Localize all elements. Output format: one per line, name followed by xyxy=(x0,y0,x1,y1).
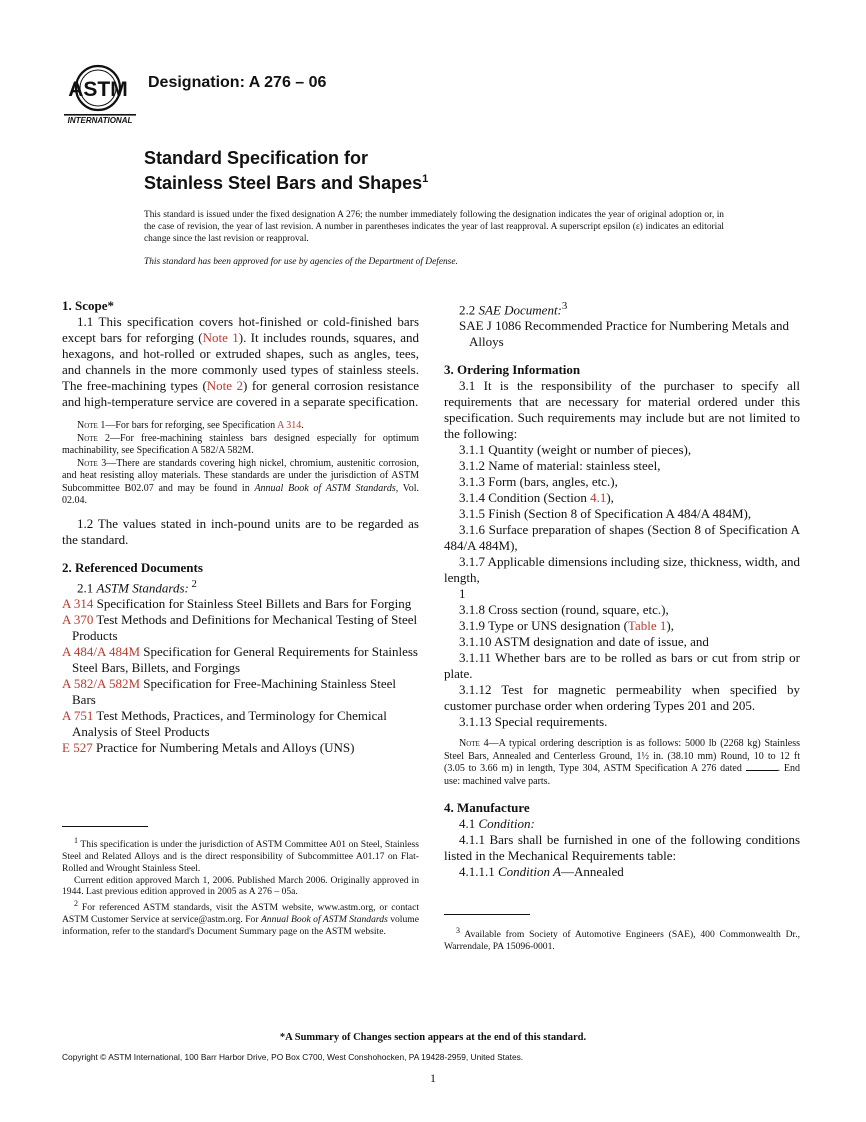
footnote-3-mark: 3 xyxy=(456,926,460,935)
note-3-text: —There are standards covering high nickel, chromium, austenitic corrosion, and heat resisting alloy materials. These standards are under the jurisdiction of ASTM Subcommittee B02.07 and may be found in xyxy=(62,457,419,494)
summary-of-changes: *A Summary of Changes section appears at the end of this standard. xyxy=(279,1032,587,1043)
date-blank xyxy=(746,770,778,771)
reference-item xyxy=(62,612,419,644)
footnote-1-text: This specification is under the jurisdiction of ASTM Committee A01 on Steel, Stainless Steel and Related Alloys and is the direct responsibility of Subcommittee A01.17 on Flat-Rolled and Wrought Stainless Steel. xyxy=(62,839,419,874)
left-footnotes xyxy=(62,826,419,938)
logo-subtext: INTERNATIONAL xyxy=(67,116,133,124)
reference-code-link[interactable]: A 314 xyxy=(62,595,94,611)
stray-number: 1 xyxy=(459,586,466,602)
reference-item xyxy=(62,596,419,612)
note-3 xyxy=(62,458,419,508)
title-line-1: Standard Specification for xyxy=(144,148,369,168)
designation: Designation: A 276 – 06 xyxy=(148,74,327,91)
note-2-text: —For free-machining stainless bars designed especially for optimum machinability, see Specification A 582/A 582M. xyxy=(62,432,419,456)
reference-title: Practice for Numbering Metals and Alloys (UNS) xyxy=(92,739,355,755)
footnote-1-mark: 1 xyxy=(74,836,78,845)
footnote-rule-right xyxy=(444,914,530,915)
ordering-item-9 xyxy=(444,618,800,634)
note-4-end: . End use: machined valve parts. xyxy=(444,763,801,787)
note-2-label: Note 2 xyxy=(77,432,110,444)
ordering-item-4-end: ), xyxy=(606,490,614,506)
scope-paragraph-1 xyxy=(62,314,419,410)
note-4-text: —A typical ordering description is as follows: 5000 lb (2268 kg) Stainless Steel Bars, Annealed and Centerless Ground, 1½ in. (38.10 mm) Round, 10 to 12 ft (3.05 to 3.66 m) in length, Type 304, ASTM Specification A 276 dated xyxy=(444,738,800,775)
footnote-3-para xyxy=(444,925,800,953)
astm-logo-graphic xyxy=(62,64,138,124)
ordering-item-12: 3.1.12 Test for magnetic permeability when specified by customer purchase order when ordering Types 201 and 205. xyxy=(444,682,800,714)
section-ordering-heading: 3. Ordering Information xyxy=(444,362,581,378)
page-number: 1 xyxy=(430,1071,436,1085)
reference-title: Test Methods and Definitions for Mechanical Testing of Steel Products xyxy=(72,611,418,643)
ordering-item-4 xyxy=(444,490,800,506)
footnote-2-mark: 2 xyxy=(74,899,78,909)
title-footnote-ref: 1 xyxy=(422,173,429,185)
ordering-p1: 3.1 It is the responsibility of the purchaser to specify all requirements that are necessary for material ordered under this specification. Such requirements may include but are not limited to the following: xyxy=(444,378,800,442)
table-1-link[interactable]: Table 1 xyxy=(627,618,667,634)
reference-code-link[interactable]: E 527 xyxy=(62,739,93,755)
ordering-item-13: 3.1.13 Special requirements. xyxy=(459,714,608,730)
sae-document-label xyxy=(444,298,800,318)
document-title xyxy=(144,148,428,194)
ordering-item-7: 3.1.7 Applicable dimensions including size, thickness, width, and length, xyxy=(444,554,800,586)
footnote-1 xyxy=(62,835,419,875)
note-1-end: . xyxy=(301,420,304,431)
manufacture-p3-num: 4.1.1.1 xyxy=(459,864,498,880)
manufacture-p1-num: 4.1 xyxy=(459,816,479,832)
astm-standards-title: ASTM Standards: xyxy=(96,579,189,595)
reference-item xyxy=(62,740,419,756)
section-manufacture-heading: 4. Manufacture xyxy=(444,800,530,816)
ordering-item-2: 3.1.2 Name of material: stainless steel, xyxy=(459,458,661,474)
reference-title: Specification for General Requirements for Stainless Steel Bars, Billets, and Forgings xyxy=(72,643,418,675)
right-column xyxy=(444,298,800,880)
footnote-2-text: For referenced ASTM standards, visit the ASTM website, www.astm.org, or contact ASTM Customer Service at service@astm.org. For xyxy=(62,902,419,926)
manufacture-p1 xyxy=(444,816,800,832)
footnote-rule xyxy=(62,826,148,827)
scope-p1-text-c: ) for general corrosion resistance and high-temperature service are covered in a separate specification. xyxy=(62,378,420,409)
section-references-heading: 2. Referenced Documents xyxy=(62,559,203,575)
ordering-item-1: 3.1.1 Quantity (weight or number of pieces), xyxy=(459,442,692,458)
ordering-item-9-text: 3.1.9 Type or UNS designation ( xyxy=(459,618,628,634)
manufacture-p2: 4.1.1 Bars shall be furnished in one of the following conditions listed in the Mechanical Requirements table: xyxy=(444,832,800,864)
logo-text: ASTM xyxy=(68,78,128,101)
note-3-end: , Vol. 02.04. xyxy=(62,482,420,506)
ordering-item-9-end: ), xyxy=(666,618,674,634)
reference-title: Specification for Free-Machining Stainless Steel Bars xyxy=(72,675,396,707)
footnote-3-text: Available from Society of Automotive Engineers (SAE), 400 Commonwealth Dr., Warrendale, PA 15096-0001. xyxy=(444,929,800,952)
note-4-label: Note 4 xyxy=(459,738,489,750)
astm-logo xyxy=(62,64,138,124)
section-scope-heading: 1. Scope* xyxy=(62,298,114,313)
reference-title: Specification for Stainless Steel Billets and Bars for Forging xyxy=(93,595,412,611)
reference-code-link[interactable]: A 751 xyxy=(62,707,94,723)
footnote-2 xyxy=(62,898,419,938)
ordering-item-8: 3.1.8 Cross section (round, square, etc.), xyxy=(459,602,669,618)
astm-standards-num: 2.1 xyxy=(77,579,97,595)
note-1-link[interactable]: Note 1 xyxy=(202,330,239,345)
section-4-1-link[interactable]: 4.1 xyxy=(590,490,607,506)
footnote-2-book: Annual Book of ASTM Standards xyxy=(260,914,388,926)
ordering-item-6: 3.1.6 Surface preparation of shapes (Section 8 of Specification A 484/A 484M), xyxy=(444,522,800,554)
copyright: Copyright © ASTM International, 100 Barr Harbor Drive, PO Box C700, West Conshohocken, PA 19428-2959, United States. xyxy=(62,1052,524,1062)
astm-footnote-ref: 2 xyxy=(188,577,197,590)
reference-title: Test Methods, Practices, and Terminology for Chemical Analysis of Steel Products xyxy=(72,707,387,739)
note-3-label: Note 3 xyxy=(77,457,107,469)
dod-approval: This standard has been approved for use by agencies of the Department of Defense. xyxy=(144,257,458,267)
note-2-link[interactable]: Note 2 xyxy=(206,378,244,393)
reference-code-link[interactable]: A 484/A 484M xyxy=(62,643,141,659)
title-line-2-text: Stainless Steel Bars and Shapes xyxy=(144,173,423,193)
sae-title: SAE Document: xyxy=(478,302,562,318)
sae-footnote-ref: 3 xyxy=(561,300,568,312)
note-2 xyxy=(62,433,419,458)
scope-p1-text-a: 1.1 This specification covers hot-finished or cold-finished bars except bars for reforging ( xyxy=(62,314,419,345)
footnote-block xyxy=(62,835,419,938)
manufacture-p3-rest: —Annealed xyxy=(560,864,624,880)
footnote-1b: Current edition approved March 1, 2006. Published March 2006. Originally approved in 1944. Last previous edition approved in 2005 as A 276 – 05a. xyxy=(62,874,419,898)
note-1 xyxy=(62,420,419,433)
manufacture-p1-label: Condition: xyxy=(478,816,535,832)
note-3-book: Annual Book of ASTM Standards xyxy=(254,482,396,494)
ordering-item-4-text: 3.1.4 Condition (Section xyxy=(459,490,591,506)
a314-link[interactable]: A 314 xyxy=(277,420,302,431)
note-4 xyxy=(444,738,800,788)
manufacture-p3-label: Condition A xyxy=(498,864,561,880)
footnote-3 xyxy=(444,925,800,953)
manufacture-p3 xyxy=(444,864,800,880)
reference-item xyxy=(62,644,419,676)
sae-num: 2.2 xyxy=(459,302,479,318)
issuance-notice: This standard is issued under the fixed designation A 276; the number immediately following the designation indicates the year of original adoption or, in the case of revision, the year of last revision. A number in parentheses indicates the year of last reapproval. A superscript epsilon (ε) indicates an editorial change since the last revision or reapproval. xyxy=(144,210,724,244)
reference-code-link[interactable]: A 370 xyxy=(62,611,94,627)
astm-standards-label xyxy=(62,576,419,596)
ordering-item-5: 3.1.5 Finish (Section 8 of Specification A 484/A 484M), xyxy=(459,506,752,522)
note-1-label: Note 1 xyxy=(77,420,106,431)
ordering-item-3: 3.1.3 Form (bars, angles, etc.), xyxy=(459,474,618,490)
scope-paragraph-2: 1.2 The values stated in inch-pound units are to be regarded as the standard. xyxy=(62,515,419,547)
title-line-2 xyxy=(144,169,428,194)
sae-j1086: SAE J 1086 Recommended Practice for Numbering Metals and Alloys xyxy=(459,318,789,350)
scope-p1-text-b: ). It includes rounds, squares, and hexagons, and hot-rolled or extruded shapes, such as angles, tees, and channels in the more commonly used types of stainless steels. The free-machining types ( xyxy=(62,330,419,393)
reference-item xyxy=(62,708,419,740)
left-column xyxy=(62,298,419,756)
reference-list xyxy=(62,596,419,756)
reference-code-link[interactable]: A 582/A 582M xyxy=(62,675,141,691)
footnote-2-end: volume information, refer to the standard's Document Summary page on the ASTM website. xyxy=(62,914,419,937)
note-1-text: —For bars for reforging, see Specification xyxy=(105,420,278,431)
ordering-item-10: 3.1.10 ASTM designation and date of issue, and xyxy=(459,634,709,650)
ordering-item-11: 3.1.11 Whether bars are to be rolled as bars or cut from strip or plate. xyxy=(444,650,800,682)
right-footnotes xyxy=(444,914,800,953)
reference-item xyxy=(62,676,419,708)
